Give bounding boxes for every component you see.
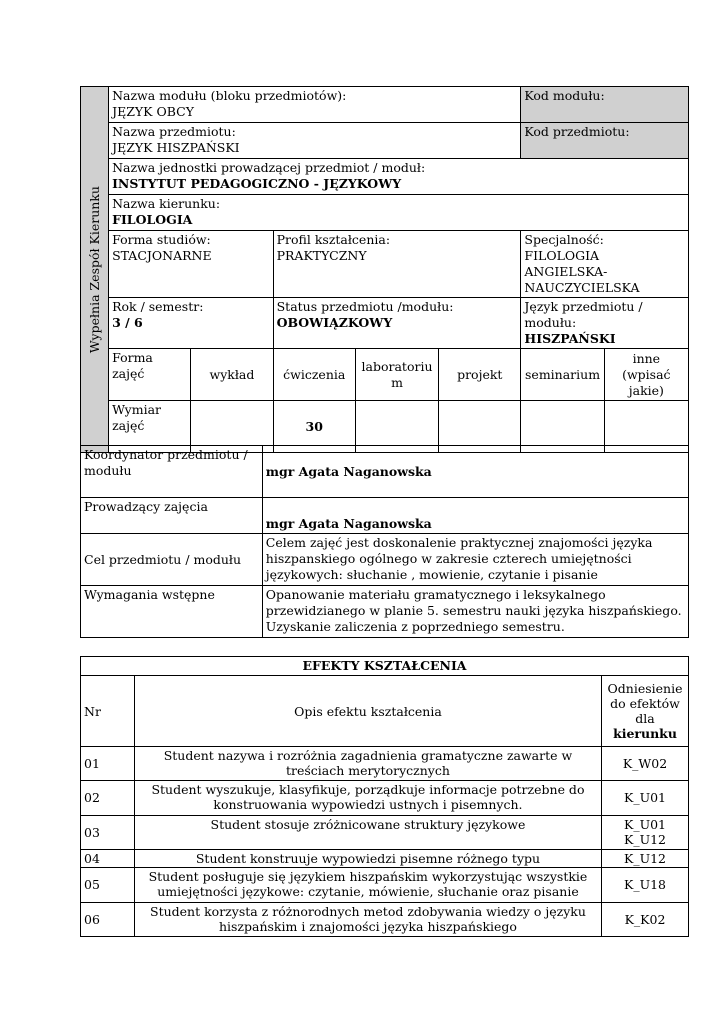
class-type-laboratory: laboratorium bbox=[355, 349, 438, 401]
language-cell bbox=[521, 298, 689, 349]
effect-ref: K_U01 bbox=[602, 781, 689, 815]
study-form-cell bbox=[109, 231, 274, 298]
class-type-lecture: wykład bbox=[191, 349, 273, 401]
col-desc-header: Opis efektu kształcenia bbox=[134, 676, 601, 747]
class-type-seminar: seminarium bbox=[521, 349, 604, 401]
status-label: Status przedmiotu /modułu: bbox=[276, 299, 454, 314]
module-info-table bbox=[80, 86, 689, 453]
module-name-label: Nazwa modułu (bloku przedmiotów): bbox=[112, 88, 347, 103]
language-value: HISZPAŃSKI bbox=[524, 331, 616, 346]
module-code-cell bbox=[521, 87, 689, 123]
module-name-value: JĘZYK OBCY bbox=[112, 104, 194, 119]
effect-nr: 04 bbox=[81, 850, 135, 868]
requirements-label: Wymagania wstępne bbox=[81, 586, 263, 638]
hours-label: Wymiar zajęć bbox=[109, 401, 191, 453]
specialty-cell bbox=[521, 231, 689, 298]
status-cell bbox=[273, 298, 521, 349]
effect-nr: 06 bbox=[81, 902, 135, 936]
subject-code-label: Kod przedmiotu: bbox=[524, 124, 630, 139]
effect-ref: K_W02 bbox=[602, 746, 689, 780]
instructor-value: mgr Agata Naganowska bbox=[262, 498, 688, 534]
effect-ref: K_K02 bbox=[602, 902, 689, 936]
col-ref-bold: kierunku bbox=[613, 726, 677, 742]
requirements-value: Opanowanie materiału gramatycznego i leksykalnego przewidzianego w planie 5. semestru nauki języka hiszpańskiego. Uzyskanie zaliczenia z poprzedniego semestru. bbox=[262, 586, 688, 638]
year-label: Rok / semestr: bbox=[112, 299, 204, 314]
goal-value: Celem zajęć jest doskonalenie praktycznej znajomości języka hiszpanskiego ogólnego w zakresie czterech umiejętności językowych: słuchanie , mowienie, czytanie i pisanie bbox=[262, 534, 688, 586]
specialty-value: FILOLOGIA ANGIELSKA-NAUCZYCIELSKA bbox=[524, 248, 640, 295]
goal-label: Cel przedmiotu / modułu bbox=[81, 534, 263, 586]
hours-exercises: 30 bbox=[273, 401, 355, 453]
year-value: 3 / 6 bbox=[112, 315, 143, 330]
unit-label: Nazwa jednostki prowadzącej przedmiot / moduł: bbox=[112, 160, 426, 175]
effects-table bbox=[80, 656, 689, 937]
subject-name-value: JĘZYK HISZPAŃSKI bbox=[112, 140, 240, 155]
effect-desc: Student posługuje się językiem hiszpańskim wykorzystując wszystkie umiejętności językowe: czytanie, mówienie, słuchanie oraz pisanie bbox=[134, 868, 601, 902]
module-code-label: Kod modułu: bbox=[524, 88, 605, 103]
effect-desc: Student stosuje zróżnicowane struktury językowe bbox=[134, 815, 601, 849]
col-nr-header: Nr bbox=[81, 676, 135, 747]
effect-ref: K_U12 bbox=[602, 850, 689, 868]
unit-cell bbox=[109, 159, 689, 195]
coordinator-value: mgr Agata Naganowska bbox=[262, 446, 688, 498]
effect-desc: Student nazywa i rozróżnia zagadnienia gramatyczne zawarte w treściach merytorycznych bbox=[134, 746, 601, 780]
unit-value: INSTYTUT PEDAGOGICZNO - JĘZYKOWY bbox=[112, 176, 402, 191]
table-row bbox=[81, 868, 689, 902]
table-row bbox=[81, 902, 689, 936]
class-type-exercises: ćwiczenia bbox=[273, 349, 355, 401]
table-row bbox=[81, 815, 689, 849]
field-label: Nazwa kierunku: bbox=[112, 196, 221, 211]
classes-form-label: Forma zajęć bbox=[109, 349, 191, 401]
instructor-label: Prowadzący zajęcia bbox=[81, 498, 263, 534]
effect-ref: K_U18 bbox=[602, 868, 689, 902]
side-label-cell bbox=[81, 87, 109, 453]
field-value: FILOLOGIA bbox=[112, 212, 193, 227]
table-row bbox=[81, 746, 689, 780]
specialty-label: Specjalność: bbox=[524, 232, 604, 247]
effect-nr: 05 bbox=[81, 868, 135, 902]
table-row bbox=[81, 781, 689, 815]
table-row bbox=[81, 850, 689, 868]
subject-name-cell bbox=[109, 123, 521, 159]
module-name-cell bbox=[109, 87, 521, 123]
year-cell bbox=[109, 298, 274, 349]
class-type-project: projekt bbox=[439, 349, 521, 401]
coordinator-label: Koordynator przedmiotu / modułu bbox=[81, 446, 263, 498]
effect-ref: K_U01 K_U12 bbox=[602, 815, 689, 849]
effect-nr: 01 bbox=[81, 746, 135, 780]
effect-nr: 03 bbox=[81, 815, 135, 849]
profile-value: PRAKTYCZNY bbox=[276, 248, 367, 263]
status-value: OBOWIĄZKOWY bbox=[276, 315, 393, 330]
effect-desc: Student konstruuje wypowiedzi pisemne różnego typu bbox=[134, 850, 601, 868]
language-label: Język przedmiotu / modułu: bbox=[524, 299, 643, 330]
effect-desc: Student wyszukuje, klasyfikuje, porządkuje informacje potrzebne do konstruowania wypowiedzi ustnych i pisemnych. bbox=[134, 781, 601, 815]
effects-title: EFEKTY KSZTAŁCENIA bbox=[81, 657, 689, 676]
profile-cell bbox=[273, 231, 521, 298]
effect-desc: Student korzysta z różnorodnych metod zdobywania wiedzy o języku hiszpańskim i znajomości języka hiszpańskiego bbox=[134, 902, 601, 936]
staff-table bbox=[80, 445, 689, 638]
col-ref-text: Odniesienie do efektów dla bbox=[607, 681, 683, 727]
study-form-value: STACJONARNE bbox=[112, 248, 212, 263]
class-type-other: inne (wpisać jakie) bbox=[604, 349, 688, 401]
study-form-label: Forma studiów: bbox=[112, 232, 211, 247]
effect-nr: 02 bbox=[81, 781, 135, 815]
side-label: Wypełnia Zespół Kierunku bbox=[86, 185, 102, 354]
subject-code-cell bbox=[521, 123, 689, 159]
subject-name-label: Nazwa przedmiotu: bbox=[112, 124, 236, 139]
col-ref-header bbox=[602, 676, 689, 747]
field-cell bbox=[109, 195, 689, 231]
profile-label: Profil kształcenia: bbox=[276, 232, 391, 247]
